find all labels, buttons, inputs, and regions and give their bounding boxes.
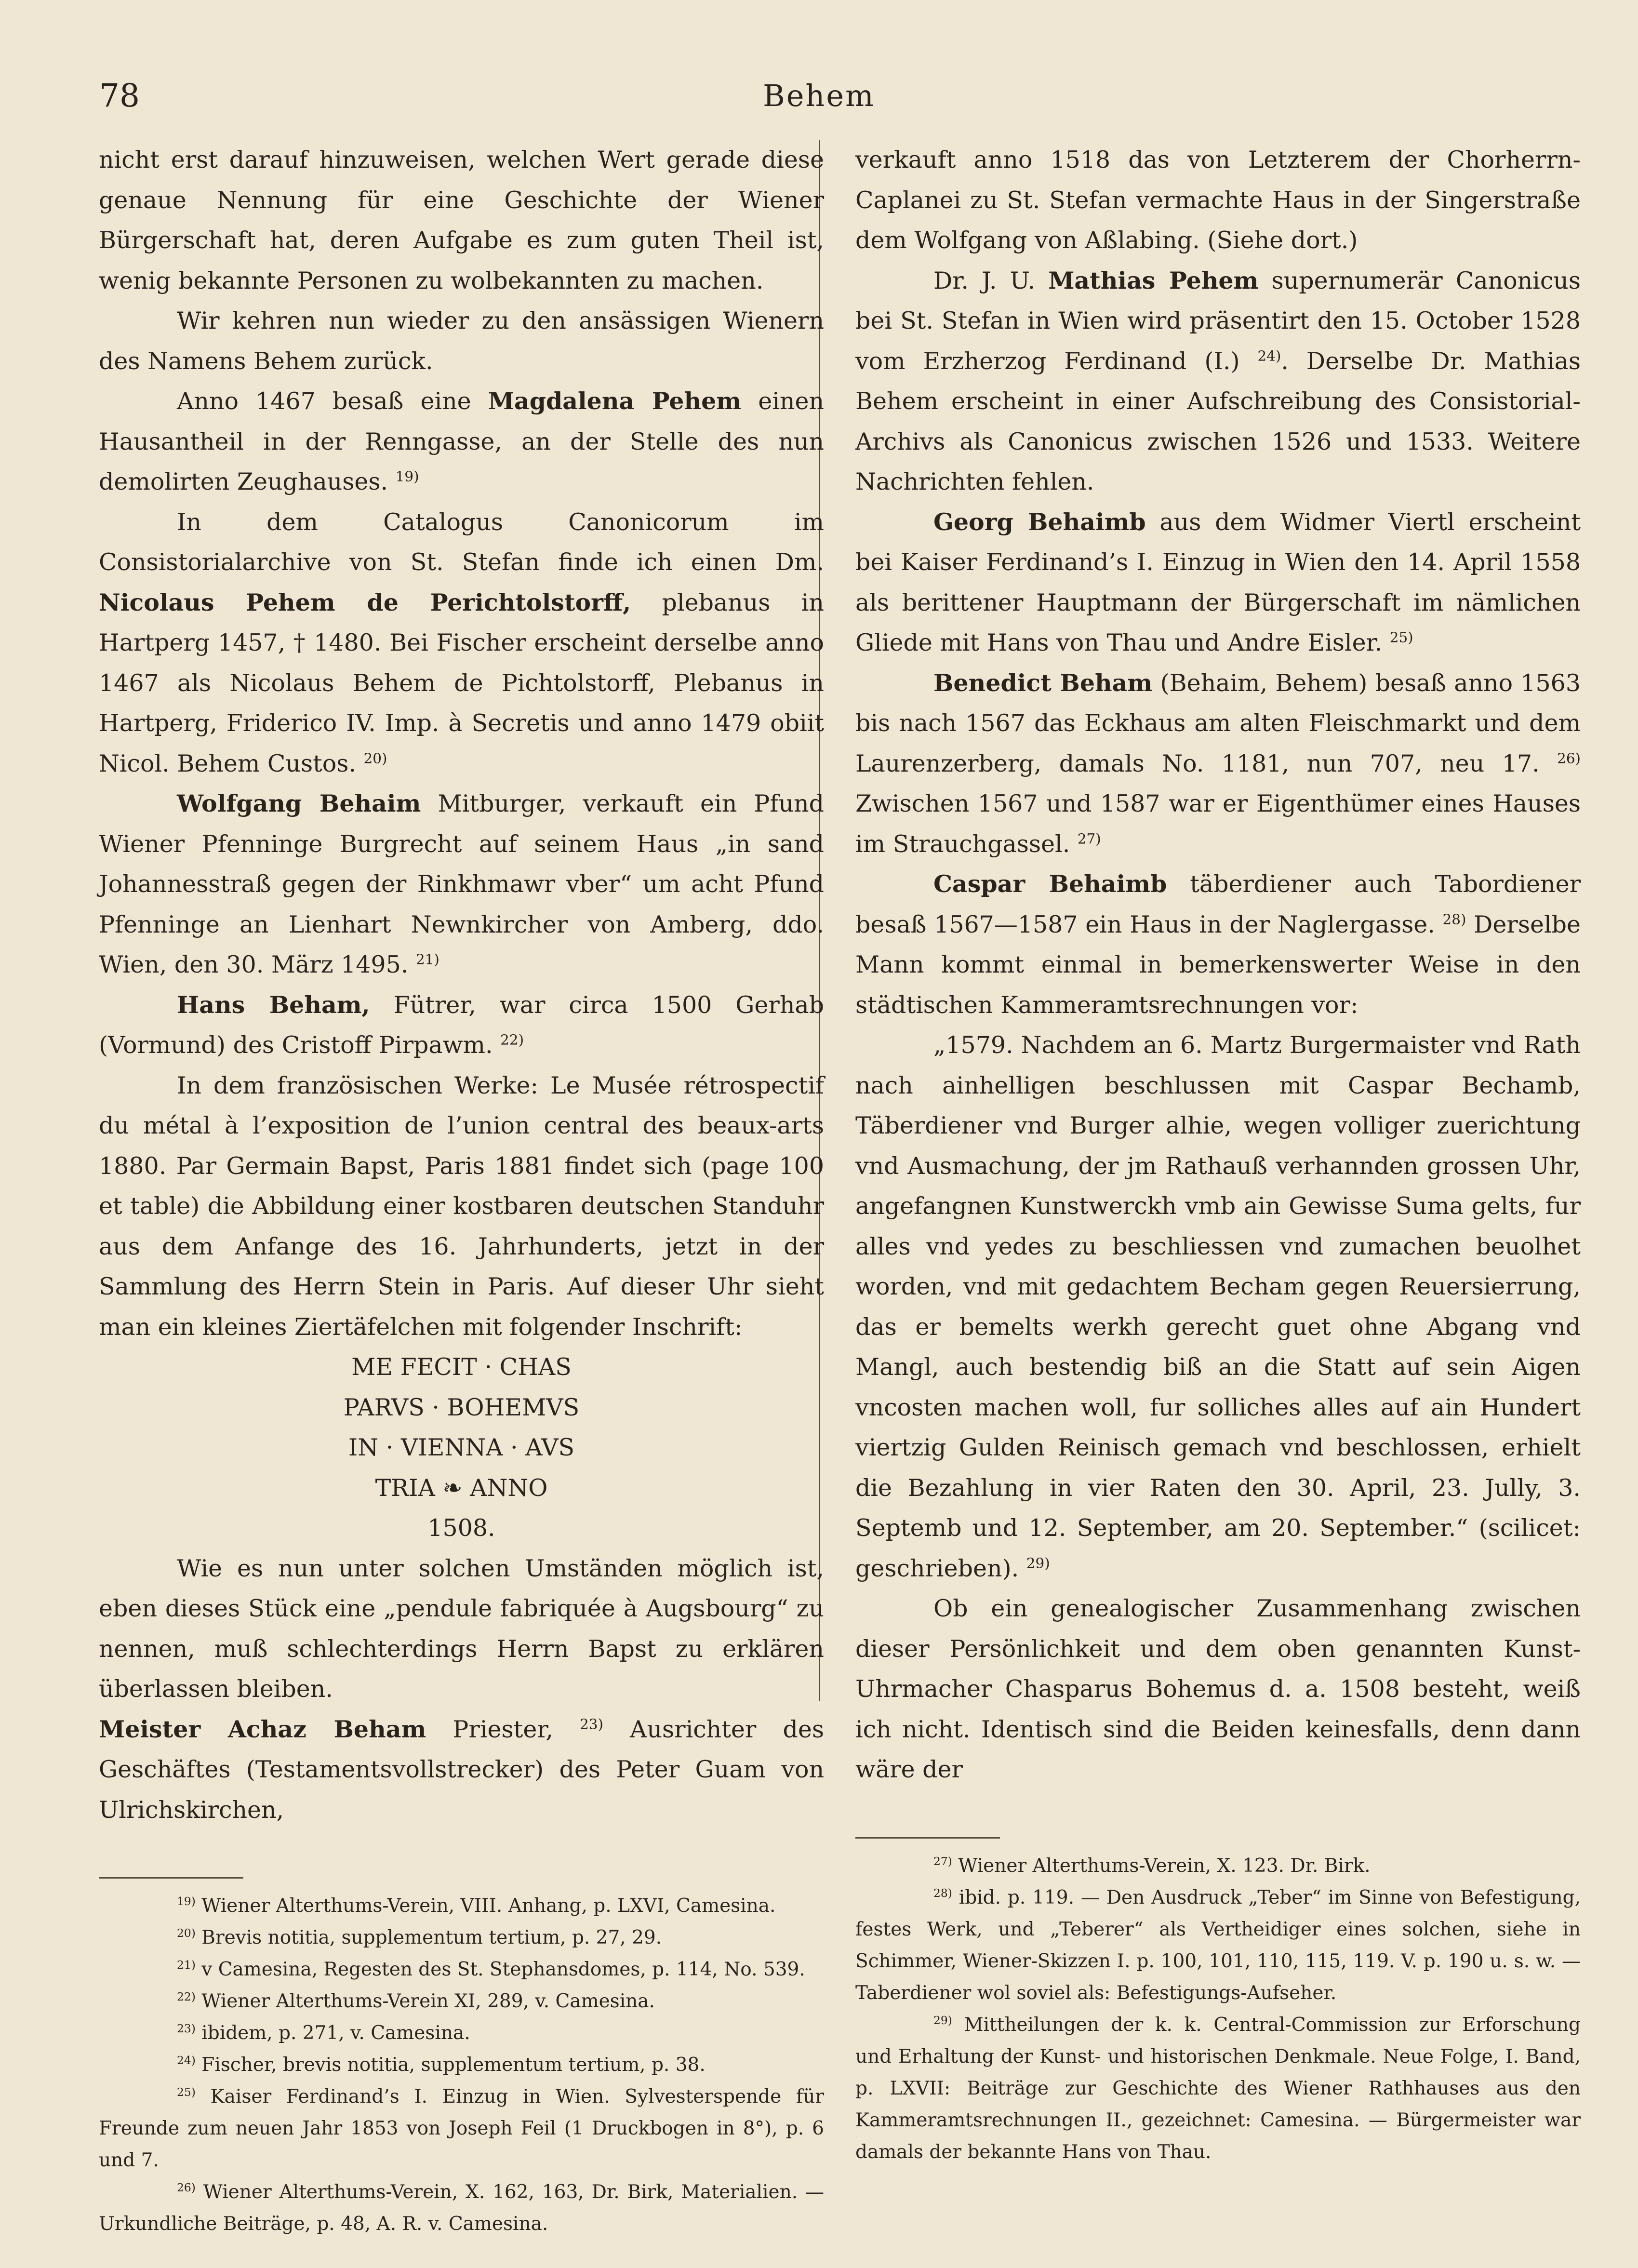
paragraph (99, 301, 824, 381)
inscription-line: TRIA ❧ ANNO (375, 1474, 548, 1502)
text-run: In dem Catalogus Canonicorum im Consistorialarchive von St. Stefan finde ich einen Dm. (99, 508, 824, 576)
paragraph (855, 1588, 1581, 1790)
inscription-year: 1508. (427, 1514, 495, 1542)
footnote-24 (99, 2049, 824, 2081)
text-run: . Derselbe Dr. Mathias Behem erscheint in einer Aufschreibung des Consistorial-Archivs als Canonicus zwischen 1526 und 1533. Weitere Nachrichten fehlen. (855, 347, 1581, 495)
inscription (99, 1347, 824, 1548)
footnote-rule (855, 1837, 1000, 1839)
footnote-ref: 24) (177, 2054, 196, 2067)
footnote-28 (855, 1882, 1581, 2009)
footnote-ref: 26) (1557, 750, 1581, 767)
paragraph (855, 1025, 1581, 1588)
name-highlight: Nicolaus Pehem de Perichtolstorff, (99, 588, 631, 616)
text-run: verkauft anno 1518 das von Letzterem der Chorherrn-Caplanei zu St. Stefan vermachte Haus in der Singerstraße dem Wolfgang von Aßlabing. (Siehe dort.) (855, 146, 1581, 254)
paragraph (855, 864, 1581, 1025)
footnote-ref: 27) (933, 1854, 952, 1868)
right-column (855, 140, 1581, 2168)
footnote-ref: 26) (177, 2181, 196, 2194)
name-highlight: Magdalena Pehem (488, 387, 742, 415)
footnote-27 (855, 1850, 1581, 1882)
name-highlight: Hans Beham, (177, 990, 370, 1019)
text-run: Brevis notitia, supplementum tertium, p. 27, 29. (195, 1927, 662, 1948)
inscription-line: IN · VIENNA · AVS (348, 1434, 575, 1461)
text-run: plebanus in Hartperg 1457, † 1480. Bei Fischer erscheint derselbe anno 1467 als Nicolaus Behem de Pichtolstorff, Plebanus in Hartperg, Friderico IV. Imp. à Secretis und anno 1479 obiit Nicol. Behem Custos. (99, 588, 824, 777)
text-run: aus dem Widmer Viertl erscheint bei Kaiser Ferdinand’s I. Einzug in Wien den 14. April 1558 als berittener Hauptmann der Bürgerschaft im nämlichen Gliede mit Hans von Thau und Andre Eisler. (855, 508, 1581, 656)
paragraph (855, 261, 1581, 502)
paragraph (855, 140, 1581, 261)
left-footnotes (99, 1890, 824, 2240)
running-head: Behem (763, 78, 875, 113)
footnote-29 (855, 2009, 1581, 2168)
paragraph (99, 140, 824, 301)
footnote-25 (99, 2081, 824, 2176)
paragraph (855, 663, 1581, 865)
name-highlight: Georg Behaimb (933, 507, 1146, 536)
text-run: Zwischen 1567 und 1587 war er Eigenthümer eines Hauses im Strauchgassel. (855, 790, 1581, 858)
text-run: Mitburger, verkauft ein Pfund Wiener Pfenninge Burgrecht auf seinem Haus „in sand Johannesstraß gegen der Rinkhmawr vber“ um acht Pfund Pfenninge an Lienhart Newnkircher von Amberg, ddo. Wien, den 30. März 1495. (99, 790, 824, 978)
footnote-ref: 27) (1077, 830, 1101, 847)
text-run: v Camesina, Regesten des St. Stephansdomes, p. 114, No. 539. (195, 1959, 805, 1980)
left-body-1 (99, 140, 824, 1347)
text-run: Wiener Alterthums-Verein XI, 289, v. Camesina. (195, 1990, 655, 2012)
name-highlight: Caspar Behaimb (933, 870, 1167, 898)
text-run: Anno 1467 besaß eine (177, 387, 488, 415)
footnote-ref: 29) (1026, 1555, 1050, 1572)
text-run: ibidem, p. 271, v. Camesina. (195, 2022, 470, 2044)
footnote-ref: 19) (395, 468, 419, 485)
paragraph (99, 985, 824, 1066)
text-run: supernumerär Canonicus bei St. Stefan in Wien wird präsentirt den 15. October 1528 vom Erzherzog Ferdinand (I.) (855, 267, 1581, 375)
name-highlight: Mathias Pehem (1048, 266, 1259, 294)
text-run: In dem französischen Werke: Le Musée rétrospectif du métal à l’exposition de l’union central des beaux-arts 1880. Par Germain Bapst, Paris 1881 findet sich (page 100 et table) die Abbildung einer kostbaren deutschen Standuhr aus dem Anfange des 16. Jahrhunderts, jetzt in der Sammlung des Herrn Stein in Paris. Auf dieser Uhr sieht man ein kleines Ziertäfelchen mit folgender Inschrift: (99, 1071, 824, 1341)
paragraph (855, 502, 1581, 663)
text-run: (Behaim, Behem) besaß anno 1563 bis nach 1567 das Eckhaus am alten Fleischmarkt und dem Laurenzerberg, damals No. 1181, nun 707, neu 17. (855, 669, 1581, 777)
text-run: Ausrichter des Geschäftes (Testamentsvollstrecker) des Peter Guam von Ulrichskirchen, (99, 1715, 824, 1824)
paragraph (99, 1548, 824, 1709)
name-highlight: Benedict Beham (933, 668, 1153, 697)
text-run: Derselbe Mann kommt einmal in bemerkenswerter Weise in den städtischen Kammeramtsrechnungen vor: (855, 910, 1581, 1019)
footnote-21 (99, 1954, 824, 1986)
left-body-2 (99, 1548, 824, 1830)
text-run: Kaiser Ferdinand’s I. Einzug in Wien. Sylvesterspende für Freunde zum neuen Jahr 1853 von Joseph Feil (1 Druckbogen in 8°), p. 6 und 7. (99, 2086, 824, 2171)
inscription-line: PARVS · BOHEMVS (343, 1393, 580, 1421)
footnote-19 (99, 1890, 824, 1922)
right-footnotes (855, 1850, 1581, 2168)
text-run: Ob ein genealogischer Zusammenhang zwischen dieser Persönlichkeit und dem oben genannten Kunst-Uhrmacher Chasparus Bohemus d. a. 1508 besteht, weiß ich nicht. Identisch sind die Beiden keinesfalls, denn dann wäre der (855, 1595, 1581, 1783)
text-run: „1579. Nachdem an 6. Martz Burgermaister vnd Rath nach ainhelligen beschlussen mit Caspar Bechamb, Täberdiener vnd Burger alhie, wegen volliger zuerichtung vnd Ausmachung, der jm Rathauß verhannden grossen Uhr, angefangnen Kunstwerckh vmb ain Gewisse Suma gelts, fur alles vnd yedes zu beschliessen vnd zumachen beuolhet worden, vnd mit gedachtem Becham gegen Reuersierrung, das er bemelts werkh gerecht guet ohne Abgang vnd Mangl, auch bestendig biß an die Statt auf sein Aigen vncosten machen woll, fur solliches alles auf ain Hundert viertzig Gulden Reinisch gemach vnd beschlossen, erhielt die Bezahlung in vier Raten den 30. April, 23. Jully, 3. Septemb und 12. September, am 20. September.“ (scilicet: geschrieben). (855, 1031, 1581, 1582)
text-run: nicht erst darauf hinzuweisen, welchen Wert gerade diese genaue Nennung für eine Geschichte der Wiener Bürgerschaft hat, deren Aufgabe es zum guten Theil ist, wenig bekannte Personen zu wolbekannten zu machen. (99, 146, 824, 294)
footnote-ref: 21) (177, 1958, 196, 1972)
footnote-ref: 28) (933, 1886, 952, 1900)
paragraph (99, 784, 824, 985)
footnote-ref: 23) (580, 1716, 603, 1733)
paragraph (99, 502, 824, 784)
paragraph (99, 381, 824, 502)
text-run: Fischer, brevis notitia, supplementum tertium, p. 38. (195, 2054, 706, 2076)
name-highlight: Wolfgang Behaim (177, 789, 421, 817)
text-run: Wiener Alterthums-Verein, VIII. Anhang, p. LXVI, Camesina. (195, 1895, 776, 1917)
text-run: Wir kehren nun wieder zu den ansässigen Wienern des Namens Behem zurück. (99, 307, 824, 375)
page-number: 78 (99, 77, 140, 114)
text-run: Priester, (426, 1715, 580, 1743)
right-body (855, 140, 1581, 1790)
text-run: Wie es nun unter solchen Umständen möglich ist, eben dieses Stück eine „pendule fabriquée à Augsbourg“ zu nennen, muß schlechterdings Herrn Bapst zu erklären überlassen bleiben. (99, 1554, 824, 1703)
name-highlight: Meister Achaz Beham (99, 1715, 426, 1743)
text-run: einen Hausantheil in der Renngasse, an der Stelle des nun demolirten Zeughauses. (99, 387, 825, 495)
text-run: täberdiener auch Tabordiener besaß 1567—1587 ein Haus in der Naglergasse. (855, 870, 1581, 938)
footnote-20 (99, 1922, 824, 1954)
footnote-ref: 28) (1442, 911, 1466, 928)
footnote-ref: 29) (933, 2013, 952, 2027)
text-run: Dr. J. U. (933, 267, 1049, 294)
footnote-ref: 21) (415, 951, 439, 968)
footnote-ref: 22) (177, 1990, 196, 2003)
footnote-ref: 19) (177, 1894, 196, 1908)
footnote-22 (99, 1986, 824, 2017)
inscription-line: ME FECIT · CHAS (351, 1353, 572, 1381)
paragraph (99, 1066, 824, 1347)
left-column (99, 140, 824, 2240)
footnote-26 (99, 2176, 824, 2240)
footnote-ref: 20) (363, 750, 387, 767)
text-run: Mittheilungen der k. k. Central-Commission zur Erforschung und Erhaltung der Kunst- und historischen Denkmale. Neue Folge, I. Band, p. LXVII: Beiträge zur Geschichte des Wiener Rathhauses aus den Kammeramtsrechnungen II., gezeichnet: Camesina. — Bürgermeister war damals der bekannte Hans von Thau. (855, 2014, 1581, 2163)
footnote-ref: 24) (1257, 347, 1281, 364)
footnote-ref: 25) (1389, 629, 1413, 646)
text-run: Wiener Alterthums-Verein, X. 162, 163, Dr. Birk, Materialien. — Urkundliche Beiträge, p. 48, A. R. v. Camesina. (99, 2181, 824, 2235)
footnote-ref: 20) (177, 1926, 196, 1940)
footnote-rule (99, 1877, 243, 1879)
paragraph (99, 1709, 824, 1830)
footnote-ref: 25) (177, 2085, 196, 2099)
footnote-ref: 23) (177, 2022, 196, 2035)
text-run: ibid. p. 119. — Den Ausdruck „Teber“ im Sinne von Befestigung, festes Werk, und „Teberer“ als Vertheidiger eines solchen, siehe in Schimmer, Wiener-Skizzen I. p. 100, 101, 110, 115, 119. V. p. 190 u. s. w. — Taberdiener wol soviel als: Befestigungs-Aufseher. (855, 1886, 1581, 2004)
footnote-23 (99, 2017, 824, 2049)
text-run: Fütrer, war circa 1500 Gerhab (Vormund) des Cristoff Pirpawm. (99, 991, 824, 1059)
text-run: Wiener Alterthums-Verein, X. 123. Dr. Birk. (952, 1854, 1371, 1877)
footnote-ref: 22) (500, 1031, 524, 1048)
